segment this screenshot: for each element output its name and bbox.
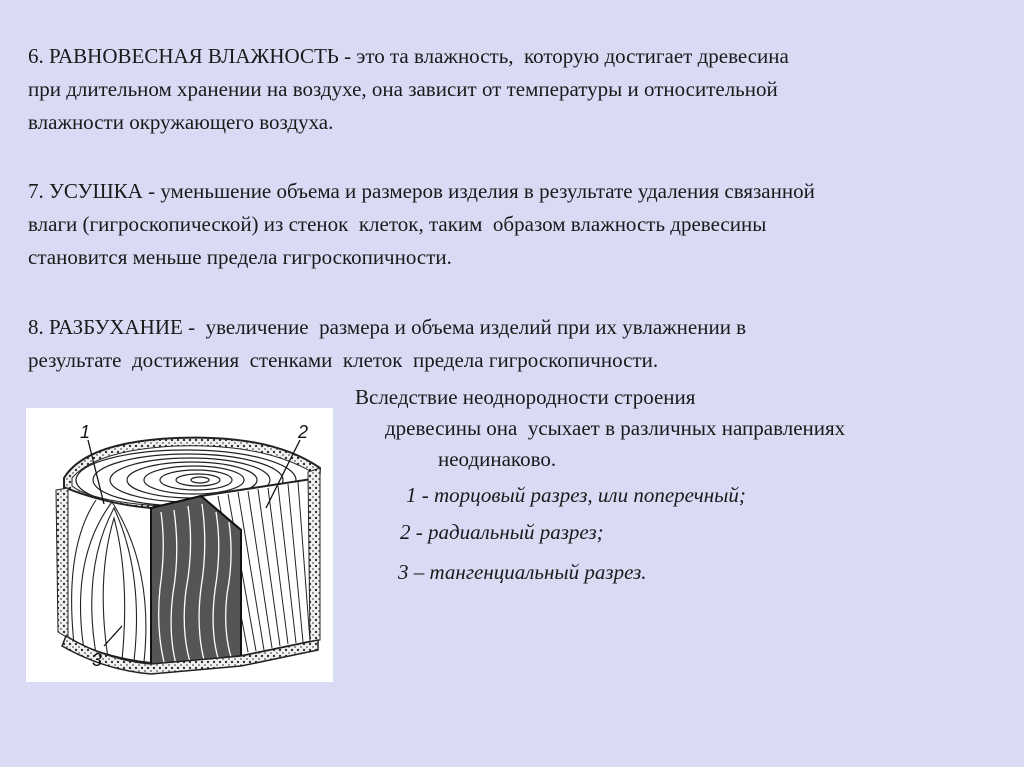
figure-label-2: 2 <box>298 422 309 442</box>
tangential-face <box>66 488 151 663</box>
bark-left <box>56 488 68 638</box>
legend-item-cross-section: 1 - торцовый разрез, или поперечный; <box>406 483 746 507</box>
paragraph-line: 7. УСУШКА - уменьшение объема и размеров изделия в результате удаления связанной <box>28 179 815 203</box>
paragraph-line: результате достижения стенками клеток предела гигроскопичности. <box>28 348 659 372</box>
legend-item-radial-section: 2 - радиальный разрез; <box>400 520 604 544</box>
figure-label-1: 1 <box>80 422 91 442</box>
bark-right <box>308 468 320 642</box>
paragraph-equilibrium-moisture <box>28 40 988 139</box>
paragraph-line: 6. РАВНОВЕСНАЯ ВЛАЖНОСТЬ - это та влажность, которую достигает древесина <box>28 44 789 68</box>
wood-sections-figure <box>26 408 333 682</box>
paragraph-line: 8. РАЗБУХАНИЕ - увеличение размера и объема изделий при их увлажнении в <box>28 315 747 339</box>
paragraph-line: влаги (гигроскопической) из стенок клеток, таким образом влажность древесины <box>28 212 767 236</box>
paragraph-line: влажности окружающего воздуха. <box>28 110 334 134</box>
note-line: Вследствие неоднородности строения <box>355 385 696 409</box>
paragraph-swelling <box>28 311 988 377</box>
paragraph-line: при длительном хранении на воздухе, она зависит от температуры и относительной <box>28 77 778 101</box>
note-line: неодинаково. <box>438 447 557 471</box>
wood-log-illustration <box>26 408 333 682</box>
figure-label-3: 3 <box>92 650 103 670</box>
paragraph-shrinkage <box>28 175 988 274</box>
note-line: древесины она усыхает в различных направлениях <box>385 416 846 440</box>
paragraph-line: становится меньше предела гигроскопичности. <box>28 245 452 269</box>
legend-item-tangential-section: 3 – тангенциальный разрез. <box>398 560 647 584</box>
